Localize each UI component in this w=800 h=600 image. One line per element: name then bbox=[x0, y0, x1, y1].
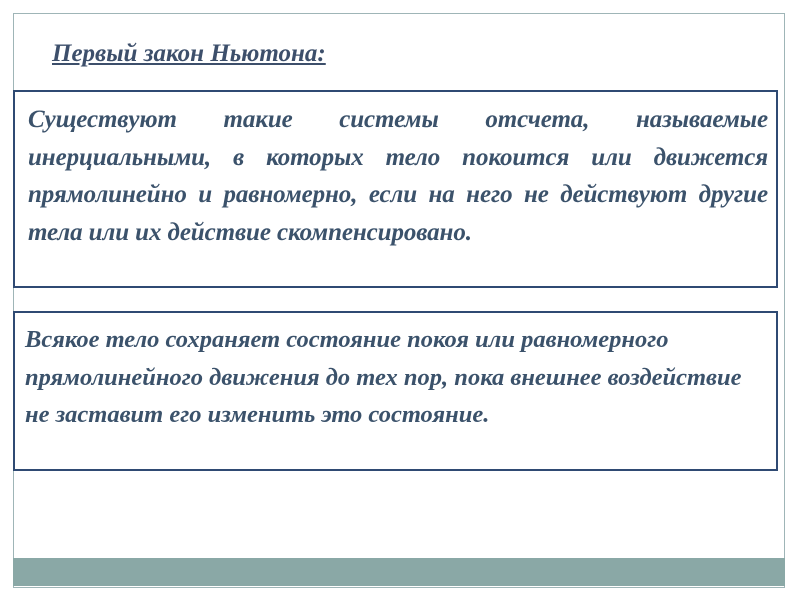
definition-box-body-state bbox=[13, 311, 778, 471]
footer-band bbox=[13, 558, 785, 586]
slide-title: Первый закон Ньютона: bbox=[52, 40, 326, 67]
definition-box-inertial-frames bbox=[13, 90, 778, 288]
definition-text-inertial-frames: Существуют такие системы отсчета, называемые инерциальными, в которых тело покоится или движется прямолинейно и равномерно, если на него не действуют другие тела или их действие скомпенсировано. bbox=[28, 106, 768, 246]
definition-text-body-state: Всякое тело сохраняет состояние покоя или равномерного прямолинейного движения до тех пор, пока внешнее воздействие не заставит его изменить это состояние. bbox=[25, 326, 742, 428]
